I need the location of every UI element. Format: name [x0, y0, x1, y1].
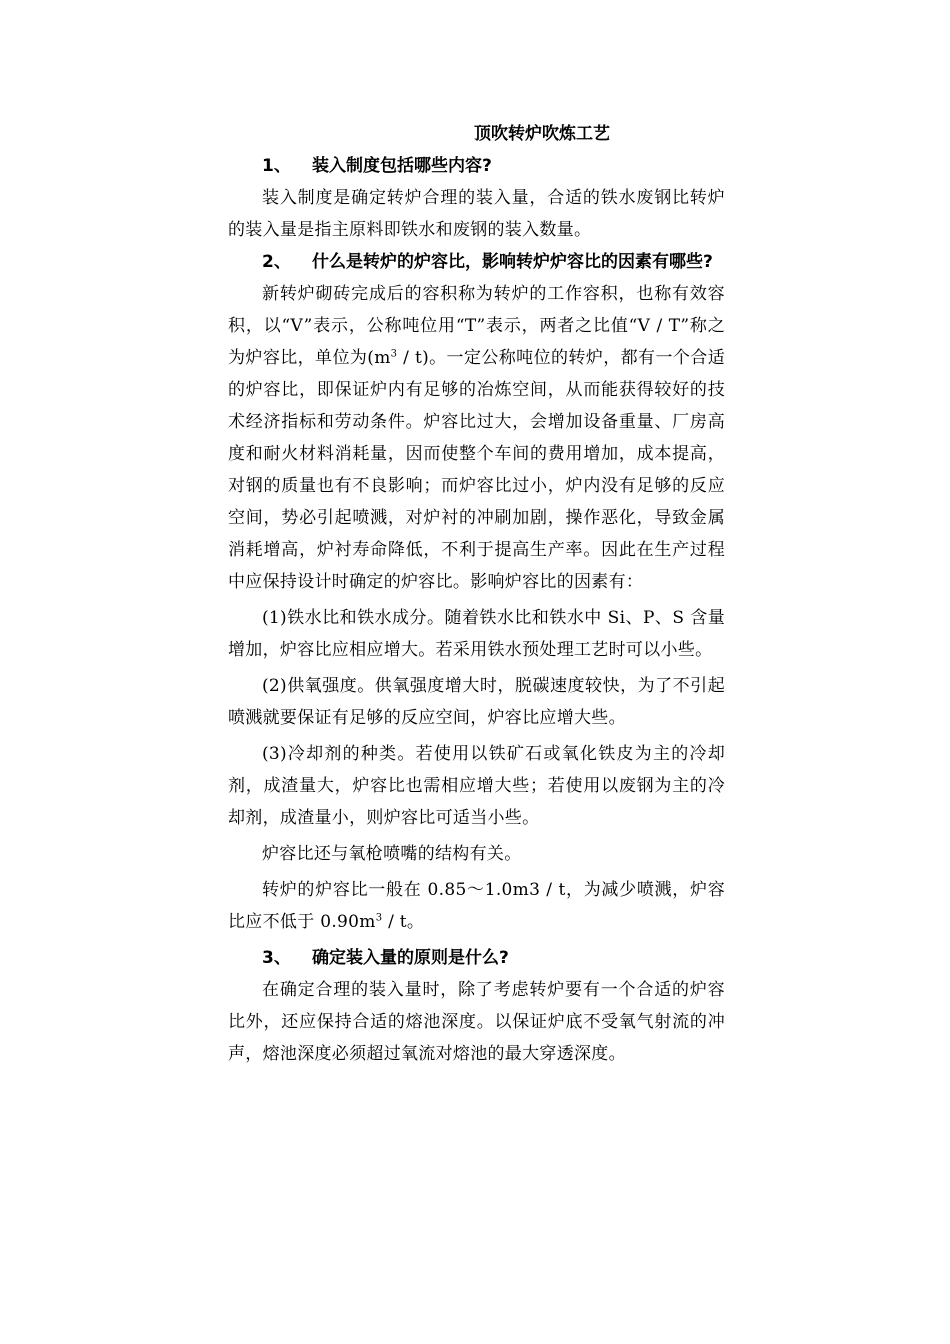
- text-segment: / t)。一定公称吨位的转炉，都有一个合适的炉容比，即保证炉内有足够的冶炼空间，从而能获得较好的技术经济指标和劳动条件。炉容比过大，会增加设备重量、厂房高度和耐火材料消耗量，因而使整个车间的费用增加，成本提高，对钢的质量也有不良影响；而炉容比过小，炉内没有足够的反应空间，势必引起喷溅，对炉衬的冲刷加剧，操作恶化，导致金属消耗增高，炉衬寿命降低，不利于提高生产率。因此在生产过程中应保持设计时确定的炉容比。影响炉容比的因素有：: [228, 348, 725, 592]
- document-page: [228, 118, 725, 1070]
- question-text: 什么是转炉的炉容比，影响转炉炉容比的因素有哪些?: [312, 252, 713, 272]
- superscript: 3: [375, 912, 383, 924]
- question-text: 装入制度包括哪些内容?: [312, 156, 492, 176]
- superscript: 3: [390, 348, 398, 360]
- question-heading-2: [228, 246, 725, 278]
- document-title: 顶吹转炉吹炼工艺: [474, 124, 610, 144]
- text-segment: 新转炉砌砖完成后的容积称为转炉的工作容积，也称有效容积，以“V”表示，公称吨位用“T”表示，两者之比值“V / T”称之为炉容比，单位为(m: [228, 284, 725, 368]
- factor-paragraph-2: (2)供氧强度。供氧强度增大时，脱碳速度较快，为了不引起喷溅就要保证有足够的反应空间，炉容比应增大些。: [228, 676, 725, 728]
- question-number: 2、: [262, 252, 291, 272]
- note-paragraph-2: [228, 874, 725, 938]
- question-heading-1: [228, 150, 725, 182]
- question-number: 1、: [262, 156, 291, 176]
- answer-paragraph-2: [228, 278, 725, 598]
- question-heading-3: [228, 942, 725, 974]
- factor-paragraph-1: (1)铁水比和铁水成分。随着铁水比和铁水中 Si、P、S 含量增加，炉容比应相应增大。若采用铁水预处理工艺时可以小些。: [228, 608, 725, 660]
- text-segment: / t。: [382, 912, 425, 932]
- text-segment: 转炉的炉容比一般在 0.85～1.0m3 / t，为减少喷溅，炉容比应不低于 0.90m: [228, 880, 725, 932]
- question-number: 3、: [262, 948, 291, 968]
- answer-paragraph-3: 在确定合理的装入量时，除了考虑转炉要有一个合适的炉容比外，还应保持合适的熔池深度。以保证炉底不受氧气射流的冲声，熔池深度必须超过氧流对熔池的最大穿透深度。: [228, 980, 725, 1064]
- note-paragraph-1: 炉容比还与氧枪喷嘴的结构有关。: [262, 844, 522, 864]
- factor-paragraph-3: (3)冷却剂的种类。若使用以铁矿石或氧化铁皮为主的冷却剂，成渣量大，炉容比也需相应增大些；若使用以废钢为主的冷却剂，成渣量小，则炉容比可适当小些。: [228, 744, 725, 828]
- answer-paragraph-1: 装入制度是确定转炉合理的装入量，合适的铁水废钢比转炉的装入量是指主原料即铁水和废钢的装入数量。: [228, 188, 725, 240]
- question-text: 确定装入量的原则是什么?: [312, 948, 509, 968]
